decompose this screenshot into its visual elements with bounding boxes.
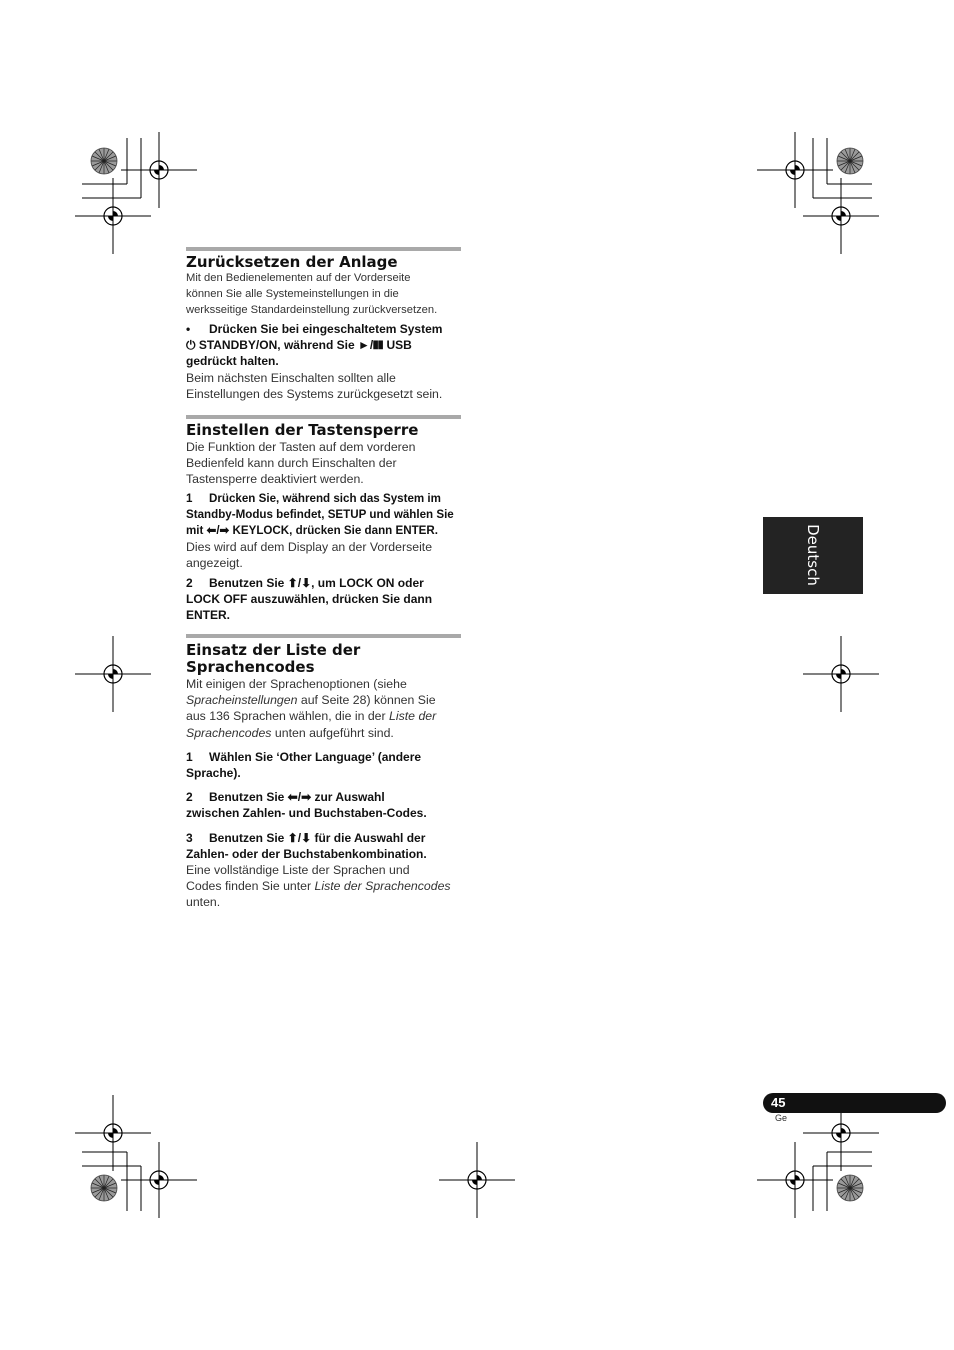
starburst-icon xyxy=(837,148,863,174)
registration-mark-icon xyxy=(121,1142,197,1218)
step-2: 2 Benutzen Sie ⬅/➡ zur Auswahl zwischen Zahlen- und Buchstaben-Codes. xyxy=(186,790,427,821)
step-1: 1 Drücken Sie, während sich das System im Standby-Modus befindet, SETUP und wählen Sie mit ⬅/➡ KEYLOCK, drücken Sie dann ENTER. xyxy=(186,491,454,538)
section-rule xyxy=(186,247,461,251)
section-title: Einsatz der Liste der Sprachencodes xyxy=(186,641,361,676)
starburst-icon xyxy=(91,148,117,174)
registration-mark-icon xyxy=(439,1142,515,1218)
section-reset xyxy=(186,247,461,402)
starburst-icon xyxy=(91,1175,117,1201)
page-number: 45 xyxy=(771,1095,786,1110)
registration-mark-icon xyxy=(75,1095,151,1171)
section-language-codes xyxy=(186,634,461,911)
outro-text: Eine vollständige Liste der Sprachen und Codes finden Sie unter Liste der Sprachencodes unten. xyxy=(186,863,451,910)
language-code: Ge xyxy=(775,1113,788,1123)
section-title: Einstellen der Tastensperre xyxy=(186,421,419,439)
intro-text: Mit einigen der Sprachenoptionen (siehe Spracheinstellungen auf Seite 28) können Sie aus 136 Sprachen wählen, die in der Liste der Sprachencodes unten aufgeführt sind. xyxy=(186,677,437,740)
intro-text: Mit den Bedienelementen auf der Vorderseite können Sie alle Systemeinstellungen in die werksseitige Standardeinstellung zurückversetzen. xyxy=(186,272,438,316)
note-text: Beim nächsten Einschalten sollten alle Einstellungen des Systems zurückgesetzt sein. xyxy=(186,370,443,401)
registration-mark-icon xyxy=(121,132,197,208)
step-2: 2 Benutzen Sie ⬆/⬇, um LOCK ON oder LOCK OFF auszuwählen, drücken Sie dann ENTER. xyxy=(186,575,433,623)
registration-mark-icon xyxy=(803,636,879,712)
registration-mark-icon xyxy=(757,1142,833,1218)
bullet-instruction: • Drücken Sie bei eingeschaltetem System ⏻ STANDBY/ON, während Sie ►/❚❚ USB gedrückt halten. xyxy=(186,322,443,369)
page-number-bar xyxy=(763,1093,946,1113)
starburst-icon xyxy=(837,1175,863,1201)
step-1: 1 Wählen Sie ‘Other Language’ (andere Sprache). xyxy=(186,749,422,781)
section-rule xyxy=(186,634,461,638)
language-tab-label: Deutsch xyxy=(804,524,822,586)
registration-mark-icon xyxy=(75,178,151,254)
step-1-note: Dies wird auf dem Display an der Vorderseite angezeigt. xyxy=(186,540,433,571)
language-side-tab xyxy=(763,517,863,594)
section-keylock xyxy=(186,415,461,623)
intro-text: Die Funktion der Tasten auf dem vorderen Bedienfeld kann durch Einschalten der Tastensperre deaktiviert werden. xyxy=(186,440,416,487)
bullet-icon: • xyxy=(186,322,191,336)
step-3: 3 Benutzen Sie ⬆/⬇ für die Auswahl der Zahlen- oder der Buchstabenkombination. xyxy=(186,830,427,861)
section-title: Zurücksetzen der Anlage xyxy=(186,253,398,271)
section-rule xyxy=(186,415,461,419)
registration-mark-icon xyxy=(757,132,833,208)
registration-mark-icon xyxy=(75,636,151,712)
registration-mark-icon xyxy=(803,178,879,254)
